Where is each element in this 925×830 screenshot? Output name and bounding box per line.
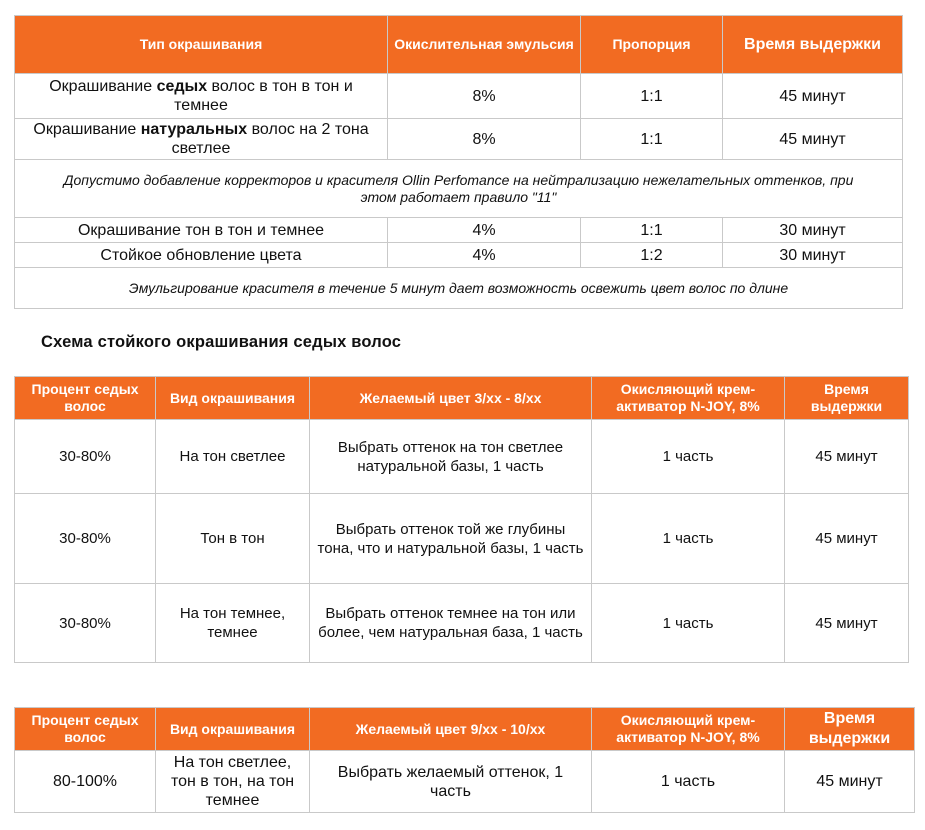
cell-percent: 30-80%	[15, 584, 156, 663]
cell-time: 30 минут	[723, 218, 903, 243]
table-header-row	[15, 377, 909, 420]
cell-ratio: 1:1	[581, 74, 723, 119]
cell-time: 45 минут	[785, 584, 909, 663]
cell-kind: На тон светлее, тон в тон, на тон темнее	[156, 751, 310, 813]
cell-ratio: 1:1	[581, 119, 723, 160]
gray-hair-high-table	[14, 707, 915, 813]
cell-type: Окрашивание натуральных волос на 2 тона светлее	[15, 119, 388, 160]
table-row	[15, 119, 903, 160]
cell-ratio: 1:2	[581, 243, 723, 268]
table-header-row	[15, 16, 903, 74]
gray-hair-scheme-table	[14, 376, 909, 663]
cell-time: 45 минут	[723, 74, 903, 119]
header-time: Время выдержки	[785, 377, 909, 420]
cell-activator: 1 часть	[592, 751, 785, 813]
cell-time: 45 минут	[723, 119, 903, 160]
table-row	[15, 751, 915, 813]
table-row	[15, 243, 903, 268]
cell-time: 45 минут	[785, 494, 909, 584]
header-activator: Окисляющий крем-активатор N-JOY, 8%	[592, 377, 785, 420]
table-header-row	[15, 708, 915, 751]
cell-time: 30 минут	[723, 243, 903, 268]
cell-oxidant: 4%	[388, 243, 581, 268]
cell-color: Выбрать оттенок той же глубины тона, что и натуральной базы, 1 часть	[310, 494, 592, 584]
header-kind: Вид окрашивания	[156, 708, 310, 751]
cell-time: 45 минут	[785, 751, 915, 813]
cell-activator: 1 часть	[592, 494, 785, 584]
table-row	[15, 584, 909, 663]
header-kind: Вид окрашивания	[156, 377, 310, 420]
note-row	[15, 268, 903, 309]
cell-activator: 1 часть	[592, 420, 785, 494]
cell-oxidant: 8%	[388, 74, 581, 119]
cell-percent: 30-80%	[15, 420, 156, 494]
header-color: Желаемый цвет 3/xx - 8/xx	[310, 377, 592, 420]
table-row	[15, 74, 903, 119]
cell-ratio: 1:1	[581, 218, 723, 243]
cell-type: Стойкое обновление цвета	[15, 243, 388, 268]
header-ratio: Пропорция	[581, 16, 723, 74]
cell-type: Окрашивание тон в тон и темнее	[15, 218, 388, 243]
header-percent: Процент седых волос	[15, 377, 156, 420]
note-emulsification: Эмульгирование красителя в течение 5 минут дает возможность освежить цвет волос по длине	[15, 268, 903, 309]
header-activator: Окисляющий крем-активатор N-JOY, 8%	[592, 708, 785, 751]
header-color: Желаемый цвет 9/xx - 10/xx	[310, 708, 592, 751]
cell-type: Окрашивание седых волос в тон в тон и темнее	[15, 74, 388, 119]
cell-color: Выбрать желаемый оттенок, 1 часть	[310, 751, 592, 813]
section-title: Схема стойкого окрашивания седых волос	[41, 333, 402, 351]
cell-oxidant: 4%	[388, 218, 581, 243]
header-oxidant: Окислительная эмульсия	[388, 16, 581, 74]
cell-kind: На тон светлее	[156, 420, 310, 494]
cell-color: Выбрать оттенок на тон светлее натуральной базы, 1 часть	[310, 420, 592, 494]
table-row	[15, 494, 909, 584]
cell-time: 45 минут	[785, 420, 909, 494]
cell-percent: 30-80%	[15, 494, 156, 584]
cell-kind: Тон в тон	[156, 494, 310, 584]
header-percent: Процент седых волос	[15, 708, 156, 751]
table-row	[15, 420, 909, 494]
cell-activator: 1 часть	[592, 584, 785, 663]
header-coloring-type: Тип окрашивания	[15, 16, 388, 74]
note-row	[15, 160, 903, 218]
cell-percent: 80-100%	[15, 751, 156, 813]
cell-color: Выбрать оттенок темнее на тон или более, чем натуральная база, 1 часть	[310, 584, 592, 663]
cell-kind: На тон темнее, темнее	[156, 584, 310, 663]
cell-oxidant: 8%	[388, 119, 581, 160]
table-row	[15, 218, 903, 243]
note-correctors: Допустимо добавление корректоров и красителя Ollin Perfomance на нейтрализацию нежелательных оттенков, при этом работает правило "11"	[15, 160, 903, 218]
header-time: Время выдержки	[723, 16, 903, 74]
header-time: Время выдержки	[785, 708, 915, 751]
oxidant-table	[14, 15, 903, 309]
